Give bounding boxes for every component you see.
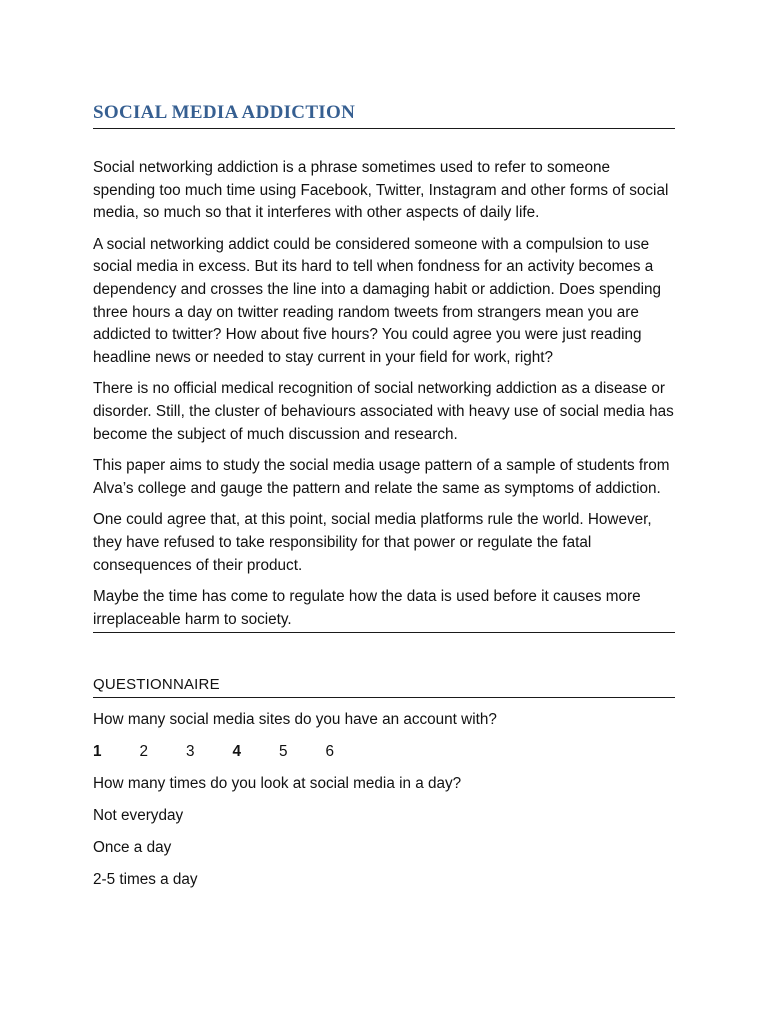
- option-once-a-day: Once a day: [93, 839, 172, 857]
- title-divider: [93, 128, 675, 129]
- sites-count-options: [93, 741, 675, 763]
- option-2: 2: [139, 743, 149, 761]
- questionnaire-heading: QUESTIONNAIRE: [93, 676, 220, 694]
- option-3: 3: [186, 743, 195, 761]
- paragraph-regulation: Maybe the time has come to regulate how the data is used before it causes more irreplaceable harm to society.: [93, 588, 641, 628]
- paragraph-addict: A social networking addict could be considered someone with a compulsion to use social media in excess. But its hard to tell when fondness for an activity becomes a dependency and crosses the line into a damaging habit or addiction. Does spending three hours a day on twitter reading random tweets from strangers mean you are addicted to twitter? How about five hours? You could agree you were just reading headline news or needed to stay current in your field for work, right?: [93, 235, 662, 366]
- paragraph-recognition: There is no official medical recognition of social networking addiction as a disease or disorder. Still, the cluster of behaviours associated with heavy use of social media has become the subject of much discussion and research.: [93, 380, 674, 443]
- questionnaire-divider: [93, 697, 675, 698]
- paragraph-definition: Social networking addiction is a phrase sometimes used to refer to someone spending too much time using Facebook, Twitter, Instagram and other forms of social media, so much so that it interferes with other aspects of daily life.: [93, 159, 669, 222]
- question-sites-count: How many social media sites do you have an account with?: [93, 711, 497, 729]
- paragraph-aim: This paper aims to study the social media usage pattern of a sample of students from Alva’s college and gauge the pattern and relate the same as symptoms of addiction.: [93, 457, 670, 497]
- body-divider: [93, 632, 675, 633]
- option-not-everyday: Not everyday: [93, 807, 184, 825]
- option-5: 5: [279, 743, 288, 761]
- document-title: SOCIAL MEDIA ADDICTION: [93, 102, 356, 123]
- option-6: 6: [325, 743, 335, 761]
- question-daily-frequency: How many times do you look at social media in a day?: [93, 775, 462, 793]
- paragraph-platforms: One could agree that, at this point, social media platforms rule the world. However, they have refused to take responsibility for that power or regulate the fatal consequences of their product.: [93, 511, 652, 574]
- document-content: [93, 101, 675, 891]
- option-2-5-times: 2-5 times a day: [93, 871, 198, 889]
- option-4: 4: [232, 743, 242, 761]
- option-1: 1: [93, 743, 102, 761]
